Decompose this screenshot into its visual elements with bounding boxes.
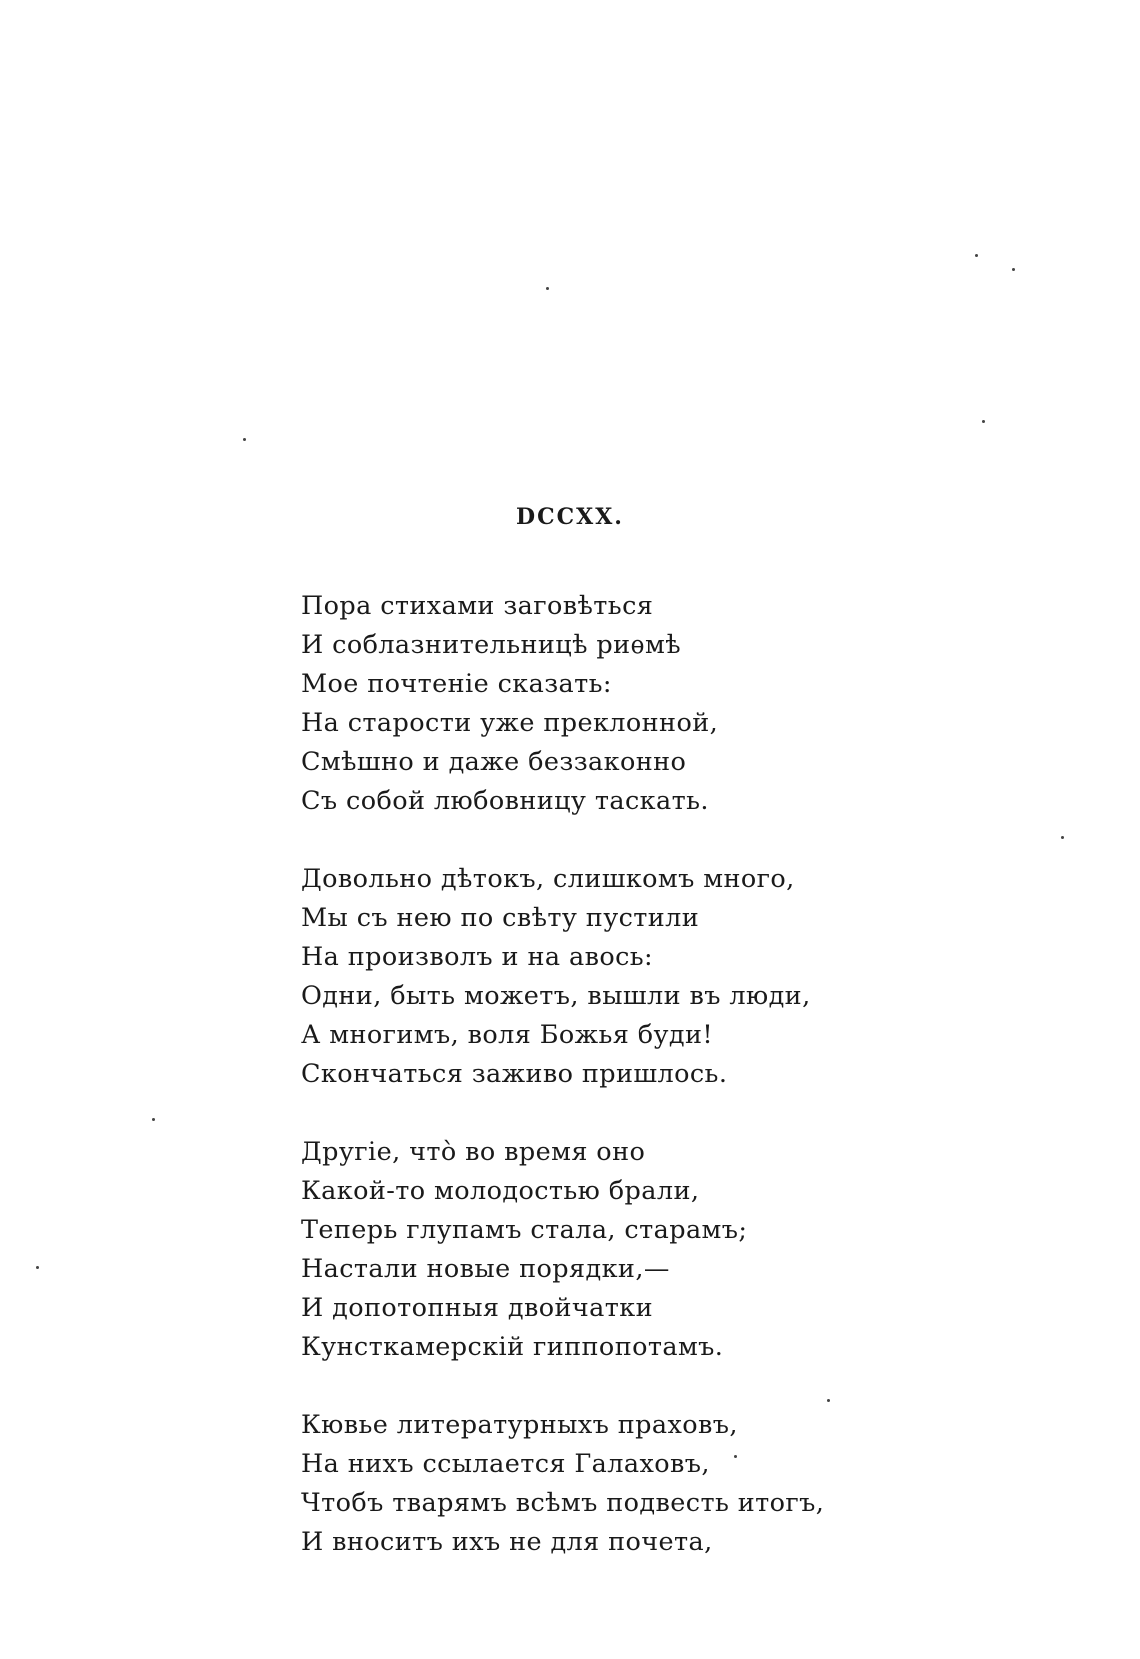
poem-line: Пора стихами заговѣться [301,591,654,621]
poem-line: Какой-то молодостью брали, [301,1176,700,1206]
poem-line: Другіе, что̀ во время оно [301,1137,646,1167]
poem-line: Съ собой любовницу таскать. [301,786,709,816]
poem-line: Мы съ нею по свѣту пустили [301,903,700,933]
scan-speck [36,1266,39,1269]
scan-speck [982,420,985,423]
scan-speck [1012,268,1015,271]
poem-line: Довольно дѣтокъ, слишкомъ много, [301,864,795,894]
poem-line: Кювье литературныхъ праховъ, [301,1410,738,1440]
poem-line: А многимъ, воля Божья буди! [301,1020,714,1050]
poem-number: DCCXX. [516,504,624,530]
poem-body [301,587,1001,1601]
poem-line: Чтобъ тварямъ всѣмъ подвесть итогъ, [301,1488,825,1518]
poem-line: На старости уже преклонной, [301,708,719,738]
scan-speck [827,1399,830,1402]
poem-line: На нихъ ссылается Галаховъ, [301,1449,710,1479]
scan-speck [975,254,978,257]
poem-line: Кунсткамерскій гиппопотамъ. [301,1332,724,1362]
poem-line: Скончаться заживо пришлось. [301,1059,728,1089]
scan-speck [243,438,246,441]
poem-line: И вноситъ ихъ не для почета, [301,1527,713,1557]
scan-speck [734,1455,737,1458]
scan-speck [546,287,549,290]
stanza-1 [301,587,1001,821]
stanza-3 [301,1133,1001,1367]
poem-line: Мое почтеніе сказать: [301,669,612,699]
poem-line: На произволъ и на авось: [301,942,654,972]
poem-line: Смѣшно и даже беззаконно [301,747,687,777]
scan-speck [152,1118,155,1121]
poem-line: И соблазнительницѣ риѳмѣ [301,630,681,660]
poem-line: Теперь глупамъ стала, старамъ; [301,1215,748,1245]
stanza-4 [301,1406,1001,1562]
poem-line: Настали новые порядки,— [301,1254,670,1284]
stanza-2 [301,860,1001,1094]
scan-speck [1061,836,1064,839]
poem-line: И допотопныя двойчатки [301,1293,653,1323]
poem-line: Одни, быть можетъ, вышли въ люди, [301,981,811,1011]
